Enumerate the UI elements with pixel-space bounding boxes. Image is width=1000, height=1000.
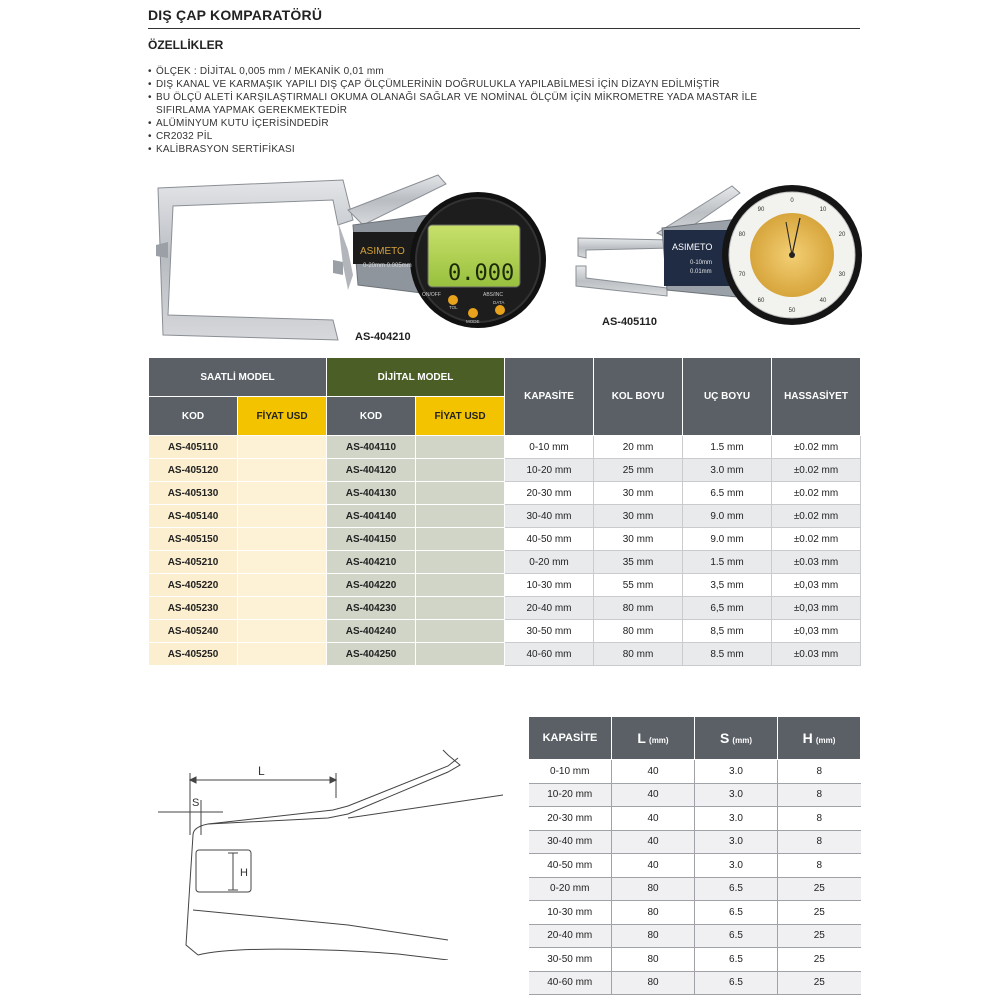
arm-length-header: KOL BOYU [594,358,683,436]
digital-code-cell: AS-404140 [327,505,416,528]
feature-item: • CR2032 PİL [148,130,868,143]
dial-code-cell: AS-405240 [149,620,238,643]
dial-model-label: AS-405110 [602,316,658,328]
dim-L-cell: 80 [612,948,695,972]
dial-code-cell: AS-405110 [149,436,238,459]
arm-length-cell: 30 mm [594,528,683,551]
digital-code-cell: AS-404150 [327,528,416,551]
table-row [529,877,861,901]
arm-length-cell: 20 mm [594,436,683,459]
dial-tick-label: 60 [757,298,765,304]
dim-L-cell: 80 [612,877,695,901]
dimension-table [528,716,861,995]
table-row [529,783,861,807]
dimension-label-S: S [192,797,200,809]
capacity-cell: 40-50 mm [505,528,594,551]
dim-S-cell: 3.0 [695,854,778,878]
data-button-icon [495,305,505,315]
dim-S-cell: 6.5 [695,948,778,972]
dim-L-cell: 40 [612,783,695,807]
dim-H-cell: 25 [778,924,861,948]
dial-price-cell [238,505,327,528]
product-table [148,357,861,666]
feature-item: • ALÜMİNYUM KUTU İÇERİSİNDEDİR [148,117,868,130]
table-row [529,924,861,948]
dial-tick-label: 30 [838,272,846,278]
tip-length-cell: 6,5 mm [683,597,772,620]
table-row [529,971,861,995]
dial-price-cell [238,643,327,666]
dim-capacity-cell: 30-40 mm [529,830,612,854]
dim-H-cell: 25 [778,901,861,925]
digital-price-cell [416,643,505,666]
dim-H-cell: 25 [778,877,861,901]
digital-code-cell: AS-404210 [327,551,416,574]
capacity-cell: 10-30 mm [505,574,594,597]
table-row [149,482,861,505]
dial-price-cell [238,620,327,643]
digital-price-cell [416,620,505,643]
lcd-reading: 0.000 [448,261,515,286]
dim-H-cell: 8 [778,783,861,807]
section-title: ÖZELLİKLER [148,38,224,52]
accuracy-cell: ±0.02 mm [772,505,861,528]
dial-code-cell: AS-405210 [149,551,238,574]
dial-price-cell [238,574,327,597]
dim-L-cell: 40 [612,830,695,854]
feature-list [148,65,868,156]
dial-model-header: SAATLİ MODEL [149,358,327,397]
dial-price-header: FİYAT USD [238,397,327,436]
page-title: DIŞ ÇAP KOMPARATÖRÜ [148,7,323,23]
dim-capacity-cell: 40-50 mm [529,854,612,878]
arm-length-cell: 25 mm [594,459,683,482]
dim-S-cell: 3.0 [695,807,778,831]
dim-L-cell: 80 [612,971,695,995]
digital-code-cell: AS-404220 [327,574,416,597]
table-row [529,854,861,878]
table-row [529,760,861,784]
feature-item: • KALİBRASYON SERTİFİKASI [148,143,868,156]
dim-capacity-cell: 10-30 mm [529,901,612,925]
dim-H-cell: 25 [778,948,861,972]
digital-price-cell [416,597,505,620]
dial-code-cell: AS-405150 [149,528,238,551]
dim-L-cell: 80 [612,924,695,948]
dial-tick-label: 10 [819,207,827,213]
digital-price-cell [416,459,505,482]
arm-length-cell: 80 mm [594,597,683,620]
dim-capacity-header: KAPASİTE [529,717,612,760]
capacity-cell: 20-40 mm [505,597,594,620]
dimension-label-L: L [258,764,265,778]
digital-code-cell: AS-404120 [327,459,416,482]
resolution-text: 0.01mm [690,269,712,275]
capacity-cell: 0-10 mm [505,436,594,459]
table-row [529,901,861,925]
digital-price-cell [416,505,505,528]
dial-price-cell [238,459,327,482]
dim-S-cell: 6.5 [695,971,778,995]
dial-code-cell: AS-405140 [149,505,238,528]
arm-length-cell: 80 mm [594,643,683,666]
dial-price-cell [238,597,327,620]
feature-item: • ÖLÇEK : DİJİTAL 0,005 mm / MEKANİK 0,01 mm [148,65,868,78]
dial-tick-label: 50 [788,308,796,314]
feature-item: • BU ÖLÇÜ ALETİ KARŞILAŞTIRMALI OKUMA OLANAĞI SAĞLAR VE NOMİNAL ÖLÇÜM İÇİN MİKROMETRE YADA MASTAR İLE SIFIRLAMA YAPMAK GEREKMEKTEDİR [148,91,766,117]
dim-capacity-cell: 40-60 mm [529,971,612,995]
capacity-cell: 10-20 mm [505,459,594,482]
dim-H-cell: 8 [778,830,861,854]
dial-tick-label: 0 [790,198,794,204]
dial-price-cell [238,528,327,551]
arm-length-cell: 35 mm [594,551,683,574]
accuracy-header: HASSASİYET [772,358,861,436]
accuracy-cell: ±0,03 mm [772,597,861,620]
feature-item: • DIŞ KANAL VE KARMAŞIK YAPILI DIŞ ÇAP ÖLÇÜMLERİNİN DOĞRULUKLA YAPILABİLMESİ İÇİN DİZAYN EDİLMİŞTİR [148,78,868,91]
tip-length-cell: 3,5 mm [683,574,772,597]
button-label: MODE [466,319,480,324]
dim-capacity-cell: 30-50 mm [529,948,612,972]
accuracy-cell: ±0.03 mm [772,643,861,666]
digital-price-cell [416,551,505,574]
tip-length-cell: 8.5 mm [683,643,772,666]
dimension-diagram [148,740,508,960]
arm-length-cell: 80 mm [594,620,683,643]
digital-price-cell [416,436,505,459]
tip-length-cell: 3.0 mm [683,459,772,482]
dial-caliper-image [572,178,862,330]
dial-code-cell: AS-405220 [149,574,238,597]
digital-price-cell [416,528,505,551]
dim-S-cell: 3.0 [695,760,778,784]
digital-code-cell: AS-404250 [327,643,416,666]
dim-S-cell: 3.0 [695,830,778,854]
dial-code-cell: AS-405230 [149,597,238,620]
dim-capacity-cell: 20-30 mm [529,807,612,831]
dial-tick-label: 20 [838,232,846,238]
dim-H-cell: 8 [778,807,861,831]
dim-capacity-cell: 0-20 mm [529,877,612,901]
digital-code-header: KOD [327,397,416,436]
button-label: ON/OFF [422,292,441,298]
digital-model-header: DİJİTAL MODEL [327,358,505,397]
dial-code-cell: AS-405120 [149,459,238,482]
dial-tick-label: 40 [819,298,827,304]
accuracy-cell: ±0.02 mm [772,482,861,505]
capacity-cell: 20-30 mm [505,482,594,505]
brand-text: ASIMETO [360,246,405,257]
tip-length-cell: 1.5 mm [683,436,772,459]
dim-L-cell: 40 [612,807,695,831]
dim-L-cell: 40 [612,760,695,784]
dial-tick-label: 90 [757,207,765,213]
dim-S-cell: 6.5 [695,901,778,925]
tol-button-icon [448,295,458,305]
table-row [529,830,861,854]
arm-length-cell: 55 mm [594,574,683,597]
digital-caliper-image [148,170,558,345]
dim-H-cell: 25 [778,971,861,995]
table-row [149,459,861,482]
capacity-cell: 40-60 mm [505,643,594,666]
dial-code-cell: AS-405130 [149,482,238,505]
table-row [529,807,861,831]
button-label: ABS/INC [483,292,504,298]
accuracy-cell: ±0.02 mm [772,436,861,459]
table-row [149,436,861,459]
table-row [149,574,861,597]
table-row [149,620,861,643]
arm-length-cell: 30 mm [594,505,683,528]
accuracy-cell: ±0.02 mm [772,528,861,551]
dim-S-cell: 6.5 [695,877,778,901]
table-row [149,551,861,574]
tip-length-cell: 9.0 mm [683,528,772,551]
digital-price-cell [416,482,505,505]
dial-tick-label: 80 [738,232,746,238]
dial-price-cell [238,551,327,574]
dimension-label-H: H [240,867,248,879]
dim-capacity-cell: 10-20 mm [529,783,612,807]
accuracy-cell: ±0,03 mm [772,620,861,643]
dial-code-cell: AS-405250 [149,643,238,666]
title-divider [148,28,860,29]
dim-L-cell: 80 [612,901,695,925]
range-text: 0-20mm 0.005mm [363,263,412,269]
accuracy-cell: ±0.02 mm [772,459,861,482]
button-label: TOL [449,305,458,310]
dim-H-header: H (mm) [778,717,861,760]
table-row [149,643,861,666]
accuracy-cell: ±0.03 mm [772,551,861,574]
tip-length-cell: 6.5 mm [683,482,772,505]
brand-text: ASIMETO [672,242,713,252]
capacity-cell: 0-20 mm [505,551,594,574]
dim-H-cell: 8 [778,854,861,878]
dim-H-cell: 8 [778,760,861,784]
digital-price-cell [416,574,505,597]
capacity-cell: 30-50 mm [505,620,594,643]
dial-code-header: KOD [149,397,238,436]
dim-S-cell: 6.5 [695,924,778,948]
digital-code-cell: AS-404240 [327,620,416,643]
tip-length-cell: 1.5 mm [683,551,772,574]
dial-price-cell [238,482,327,505]
dim-L-header: L (mm) [612,717,695,760]
capacity-header: KAPASİTE [505,358,594,436]
tip-length-header: UÇ BOYU [683,358,772,436]
dial-tick-label: 70 [738,272,746,278]
table-row [529,948,861,972]
digital-code-cell: AS-404230 [327,597,416,620]
capacity-cell: 30-40 mm [505,505,594,528]
dim-capacity-cell: 20-40 mm [529,924,612,948]
tip-length-cell: 9.0 mm [683,505,772,528]
range-text: 0-10mm [690,260,713,266]
accuracy-cell: ±0,03 mm [772,574,861,597]
dim-S-header: S (mm) [695,717,778,760]
table-row [149,528,861,551]
dim-L-cell: 40 [612,854,695,878]
mode-button-icon [468,308,478,318]
digital-model-label: AS-404210 [355,331,411,343]
table-row [149,597,861,620]
tip-length-cell: 8,5 mm [683,620,772,643]
digital-code-cell: AS-404130 [327,482,416,505]
digital-code-cell: AS-404110 [327,436,416,459]
dim-S-cell: 3.0 [695,783,778,807]
table-row [149,505,861,528]
arm-length-cell: 30 mm [594,482,683,505]
button-label: DATA [493,300,505,305]
dial-price-cell [238,436,327,459]
dim-capacity-cell: 0-10 mm [529,760,612,784]
digital-price-header: FİYAT USD [416,397,505,436]
